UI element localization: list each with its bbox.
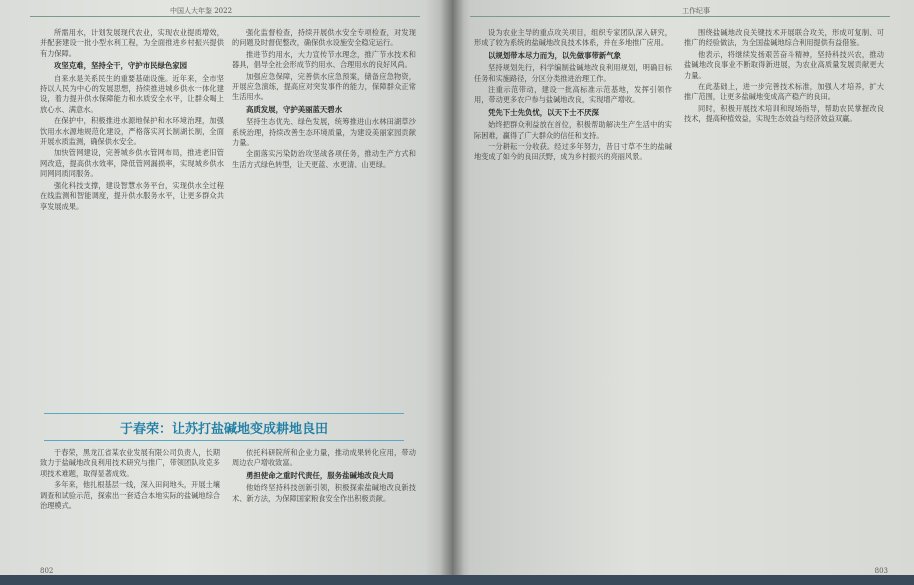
body-paragraph: 于春荣，黑龙江省某农业发展有限公司负责人，长期致力于盐碱地改良利用技术研究与推广，带领团队攻克多项技术难题，取得显著成效。 — [40, 448, 220, 478]
body-paragraph: 在保护中，积极推进水源地保护和水环境治理，加强饮用水水源地规范化建设，严格落实河长制湖长制，全面开展水质监测，确保供水安全。 — [40, 116, 224, 147]
body-paragraph: 坚持规划先行，科学编制盐碱地改良利用规划，明确目标任务和实施路径，分区分类推进治理工作。 — [474, 63, 672, 83]
section-heading: 高质发展，守护美丽蓝天碧水 — [246, 104, 343, 114]
left-page — [0, 0, 452, 585]
body-paragraph: 所需用水，计划发展现代农业，实现农业提质增效，并配套建设一批小型水利工程，为全面推进乡村振兴提供有力保障。 — [40, 28, 224, 58]
article-banner — [44, 413, 404, 441]
body-paragraph: 强化科技支撑，建设智慧水务平台，实现供水全过程在线监测和智能调度，提升供水服务水平，让更多群众共享发展成果。 — [40, 180, 224, 211]
body-paragraph: 同时，积极开展技术培训和现场指导，帮助农民掌握改良技术，提高种植效益，实现生态效益与经济效益双赢。 — [684, 103, 884, 124]
left-column-3 — [40, 448, 220, 560]
body-paragraph: 加强应急保障，完善供水应急预案，储备应急物资，开展应急演练，提高应对突发事件的能力，保障群众正常生活用水。 — [232, 71, 416, 102]
body-paragraph: 他始终坚持科技创新引领，积极探索盐碱地改良新技术、新方法，为保障国家粮食安全作出积极贡献。 — [232, 483, 416, 503]
body-paragraph: 注重示范带动，建设一批高标准示范基地，发挥引领作用，带动更多农户参与盐碱地改良，实现增产增收。 — [474, 85, 672, 105]
body-paragraph: 一分耕耘一分收获。经过多年努力，昔日寸草不生的盐碱地变成了如今的良田沃野，成为乡村振兴的亮丽风景。 — [474, 142, 672, 162]
left-column-1 — [40, 28, 224, 406]
right-running-head: 工作纪事 — [682, 7, 710, 15]
body-paragraph: 坚持生态优先、绿色发展，统筹推进山水林田湖草沙系统治理，持续改善生态环境质量，为建设美丽家园贡献力量。 — [232, 117, 416, 148]
section-heading: 勇担使命之重时代责任，服务盐碱地改良大局 — [246, 470, 394, 480]
body-paragraph: 加快管网建设，完善城乡供水管网布局，推进老旧管网改造，提高供水效率，降低管网漏损率，实现城乡供水同网同质同服务。 — [40, 148, 224, 179]
body-paragraph: 始终把群众利益放在首位，积极帮助解决生产生活中的实际困难，赢得了广大群众的信任和支持。 — [474, 120, 672, 140]
right-page — [452, 0, 914, 585]
left-page-number: 802 — [40, 567, 54, 575]
right-header-rule — [470, 16, 890, 17]
article-title: 于春荣：让苏打盐碱地变成耕地良田 — [119, 421, 328, 437]
body-paragraph: 依托科研院所和企业力量，推动成果转化应用，带动周边农户增收致富。 — [232, 448, 416, 468]
right-page-number: 803 — [874, 567, 888, 575]
book-gutter — [440, 0, 464, 585]
left-column-4 — [232, 448, 416, 560]
body-paragraph: 多年来，他扎根基层一线，深入田间地头，开展土壤调查和试验示范，探索出一套适合本地实际的盐碱地综合治理模式。 — [40, 480, 220, 511]
body-paragraph: 围绕盐碱地改良关键技术开展联合攻关，形成可复制、可推广的经验做法，为全国盐碱地综合利用提供有益借鉴。 — [684, 28, 884, 48]
body-paragraph: 自来水是关系民生的重要基础设施。近年来，全市坚持以人民为中心的发展思想，持续推进城乡供水一体化建设，着力提升供水保障能力和水质安全水平，让群众喝上放心水、满意水。 — [40, 73, 224, 114]
right-column-2 — [684, 28, 884, 564]
left-running-head: 中国人大年鉴 2022 — [170, 7, 233, 15]
body-paragraph: 在此基础上，进一步完善技术标准，加强人才培养，扩大推广范围，让更多盐碱地变成高产稳产的良田。 — [684, 82, 884, 102]
section-heading: 凭先下士先负忧，以天下士不厌深 — [488, 107, 599, 117]
left-column-2 — [232, 28, 416, 406]
body-paragraph: 他表示，将继续发扬艰苦奋斗精神，坚持科技兴农，推动盐碱地改良事业不断取得新进展，为农业高质量发展贡献更大力量。 — [684, 49, 884, 80]
body-paragraph: 推进节约用水，大力宣传节水理念，推广节水技术和器具，倡导全社会形成节约用水、合理用水的良好风尚。 — [232, 49, 416, 70]
section-heading: 以规划带本尽力而为，以先做事带新气象 — [488, 50, 622, 60]
body-paragraph: 设为农业主导的重点攻关项目，组织专家团队深入研究，形成了较为系统的盐碱地改良技术体系，并在多地推广应用。 — [474, 28, 672, 48]
left-header-rule — [30, 16, 420, 17]
right-column-1 — [474, 28, 672, 564]
screen-bottom-edge — [0, 575, 914, 585]
section-heading: 攻坚克难，坚持全干，守护市民绿色家园 — [54, 61, 188, 71]
body-paragraph: 全面落实污染防治攻坚战各项任务，推动生产方式和生活方式绿色转型，让天更蓝、水更清、山更绿。 — [232, 149, 416, 169]
body-paragraph: 强化监督检查，持续开展供水安全专项检查，对发现的问题及时督促整改，确保供水设施安全稳定运行。 — [232, 28, 416, 48]
